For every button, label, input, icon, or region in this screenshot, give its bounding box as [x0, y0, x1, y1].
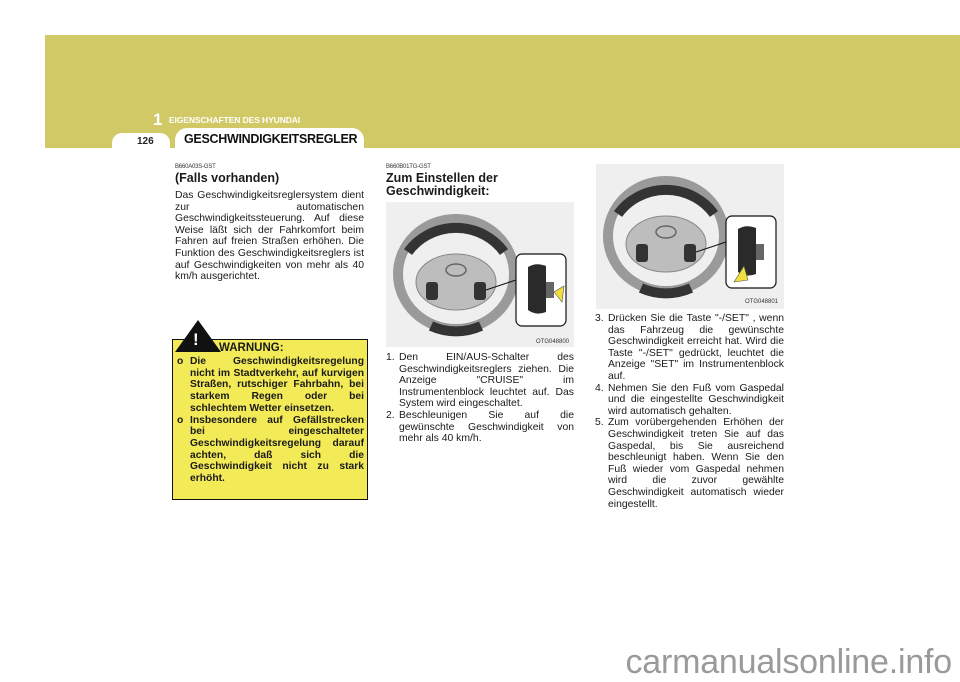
chapter-number: 1 [153, 110, 163, 129]
section-code: B660B01TG-GST [386, 164, 431, 170]
step-item: 4. Nehmen Sie den Fuß vom Gaspedal und die eingestellte Geschwindigkeit wird automatisch gehalten. [595, 382, 784, 417]
figure-code: OTG048800 [536, 339, 570, 345]
section-title: GESCHWINDIGKEITSREGLER [184, 132, 358, 146]
exclamation-icon: ! [193, 330, 199, 349]
steering-wheel-image [596, 164, 784, 309]
instructions-heading-line2: Geschwindigkeit: [386, 184, 490, 198]
intro-paragraph: Das Geschwindigkeitsreglersystem dient zur automatischen Geschwindigkeitssteuerung. Auf diese Weise läßt sich der Fahrkomfort beim Fahren auf freien Straßen erhöhen. Die Funktion des Geschwindigkeitsreglers ist auf Geschwindigkeiten von mehr als 40 km/h ausgerichtet. [175, 190, 364, 283]
steps-list-1 [386, 352, 574, 445]
page-number: 126 [137, 136, 154, 147]
chapter-heading [153, 110, 300, 130]
steps-list-2 [595, 313, 784, 510]
step-item: 2. Beschleunigen Sie auf die gewünschte Geschwindigkeit von mehr als 40 km/h. [386, 409, 574, 445]
steering-wheel-image [386, 202, 574, 347]
warning-title: WARNUNG: [219, 342, 284, 354]
step-item: 5. Zum vorübergehenden Erhöhen der Geschwindigkeit treten Sie auf das Gaspedal, bis Sie ausreichend beschleunigt haben. Wenn Sie den Fuß wieder vom Gaspedal nehmen wird die zuvor gewählte Geschwindigkeit automatisch wieder eingestellt. [595, 417, 784, 510]
warning-list [176, 356, 364, 485]
warning-item: o Insbesondere auf Gefällstrecken bei eingeschalteter Geschwindigkeitsregelung darauf achten, daß sich die Geschwindigkeit nicht zu stark erhöht. [177, 414, 364, 485]
chapter-title: EIGENSCHAFTEN DES HYUNDAI [168, 115, 301, 125]
intro-column [175, 164, 364, 283]
step-item: 3. Drücken Sie die Taste "-/SET" , wenn das Fahrzeug die gewünschte Geschwindigkeit erreicht hat. Wird die Taste "-/SET" gedrückt, leuchtet die Anzeige "SET" im Instrumentenblock auf. [595, 313, 784, 382]
intro-heading: (Falls vorhanden) [175, 171, 280, 185]
section-code: B660A03S-GST [175, 164, 216, 170]
figure-code: OTG048801 [745, 299, 779, 305]
warning-item: o Die Geschwindigkeitsregelung nicht im Stadtverkehr, auf kurvigen Straßen, rutschiger Fahrbahn, bei starkem Regen oder bei schlechtem Wetter einsetzen. [177, 356, 364, 414]
step-item: 1. Den EIN/AUS-Schalter des Geschwindigkeitsreglers ziehen. Die Anzeige "CRUISE" im Instrumentenblock leuchtet auf. Das System wird eingeschaltet. [386, 352, 574, 410]
instructions-heading-line1: Zum Einstellen der [386, 171, 498, 185]
watermark: carmanualsonline.info [625, 643, 952, 681]
instructions-column [386, 164, 574, 198]
steering-wheel-figure-2 [596, 164, 784, 309]
steering-wheel-figure-1 [386, 202, 574, 347]
